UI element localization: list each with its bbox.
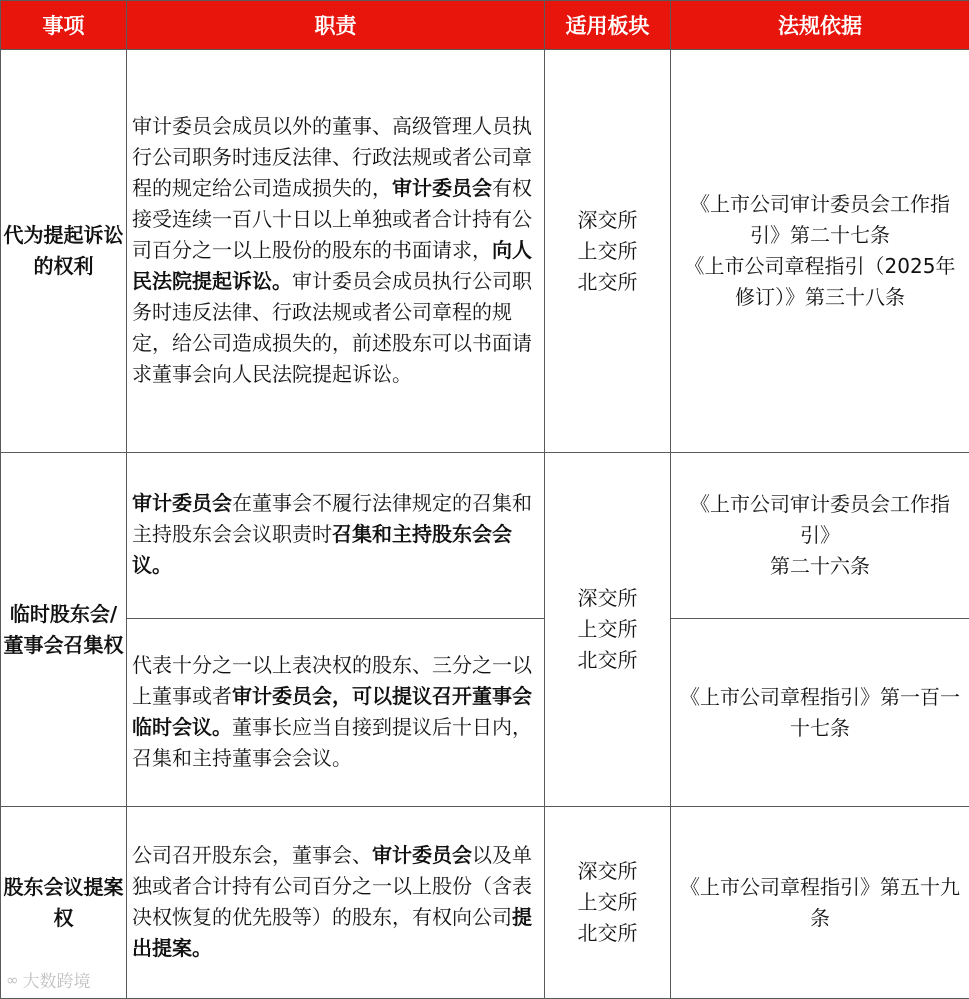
watermark-text: 大数跨境 bbox=[22, 972, 91, 992]
board-sse: 上交所 bbox=[577, 617, 638, 641]
table-row bbox=[1, 50, 969, 453]
header-row bbox=[1, 1, 969, 50]
item-cell: 股东会议提案权 bbox=[1, 807, 127, 999]
law-ref: 《上市公司审计委员会工作指引》第二十七条 bbox=[690, 192, 950, 247]
duty-cell bbox=[127, 50, 545, 453]
duty-bold: 审计委员会 bbox=[392, 175, 492, 200]
duty-bold: 召集和主持股东会会议。 bbox=[132, 522, 512, 577]
board-cell bbox=[545, 50, 671, 453]
duty-text: 审计委员会成员以外的董事、高级管理人员执行公司职务时违反法律、行政法规或者公司章程的规定给公司造成损失的， bbox=[132, 113, 532, 200]
board-sse: 上交所 bbox=[577, 238, 638, 263]
law-cell: 《上市公司章程指引》第一百一十七条 bbox=[671, 619, 969, 807]
watermark-logo-icon: ∞ bbox=[6, 970, 19, 989]
duty-cell bbox=[127, 619, 545, 807]
board-szse: 深交所 bbox=[577, 859, 638, 883]
board-bse: 北交所 bbox=[577, 648, 638, 672]
board-cell bbox=[545, 807, 671, 999]
law-ref: 《上市公司章程指引（2025年修订）》第三十八条 bbox=[684, 254, 956, 309]
duty-text: 公司召开股东会，董事会、 bbox=[132, 842, 372, 867]
header-law: 法规依据 bbox=[671, 1, 969, 50]
duty-text: 审计委员会成员执行公司职务时违反法律、行政法规或者公司章程的规定，给公司造成损失的，前述股东可以书面请求董事会向人民法院提起诉讼。 bbox=[132, 268, 532, 386]
law-ref: 《上市公司审计委员会工作指引》 bbox=[690, 492, 950, 547]
watermark bbox=[6, 967, 91, 992]
table-row bbox=[1, 619, 969, 807]
duty-text: 以及单独或者合计持有公司百分之一以上股份（含表决权恢复的优先股等）的股东，有权向公司 bbox=[132, 842, 532, 929]
board-bse: 北交所 bbox=[577, 921, 638, 945]
duty-text: 有权接受连续一百八十日以上单独或者合计持有公司百分之一以上股份的股东的书面请求， bbox=[132, 175, 532, 262]
item-cell: 代为提起诉讼的权利 bbox=[1, 50, 127, 453]
duty-text: 代表十分之一以上表决权的股东、三分之一以上董事或者 bbox=[132, 652, 532, 708]
duty-text: 董事长应当自接到提议后十日内，召集和主持董事会会议。 bbox=[132, 714, 532, 770]
duty-cell bbox=[127, 453, 545, 619]
duty-bold: 审计委员会，可以提议召开董事会临时会议。 bbox=[132, 683, 532, 739]
board-szse: 深交所 bbox=[577, 586, 638, 610]
law-cell bbox=[671, 453, 969, 619]
law-cell: 《上市公司章程指引》第五十九条 bbox=[671, 807, 969, 999]
duty-text: 在董事会不履行法律规定的召集和主持股东会会议职责时 bbox=[132, 491, 532, 546]
law-cell bbox=[671, 50, 969, 453]
law-ref: 第二十六条 bbox=[770, 554, 870, 578]
duty-bold: 提出提案。 bbox=[132, 904, 532, 960]
board-bse: 北交所 bbox=[577, 269, 638, 294]
duty-cell bbox=[127, 807, 545, 999]
board-szse: 深交所 bbox=[577, 207, 638, 232]
table-row bbox=[1, 807, 969, 999]
board-sse: 上交所 bbox=[577, 890, 638, 914]
header-duty: 职责 bbox=[127, 1, 545, 50]
item-cell: 临时股东会/董事会召集权 bbox=[1, 453, 127, 807]
duty-bold: 向人民法院提起诉讼。 bbox=[132, 237, 532, 293]
table-row bbox=[1, 453, 969, 619]
duty-bold: 审计委员会 bbox=[132, 491, 232, 515]
board-cell bbox=[545, 453, 671, 807]
header-item: 事项 bbox=[1, 1, 127, 50]
duty-bold: 审计委员会 bbox=[372, 842, 472, 867]
header-board: 适用板块 bbox=[545, 1, 671, 50]
